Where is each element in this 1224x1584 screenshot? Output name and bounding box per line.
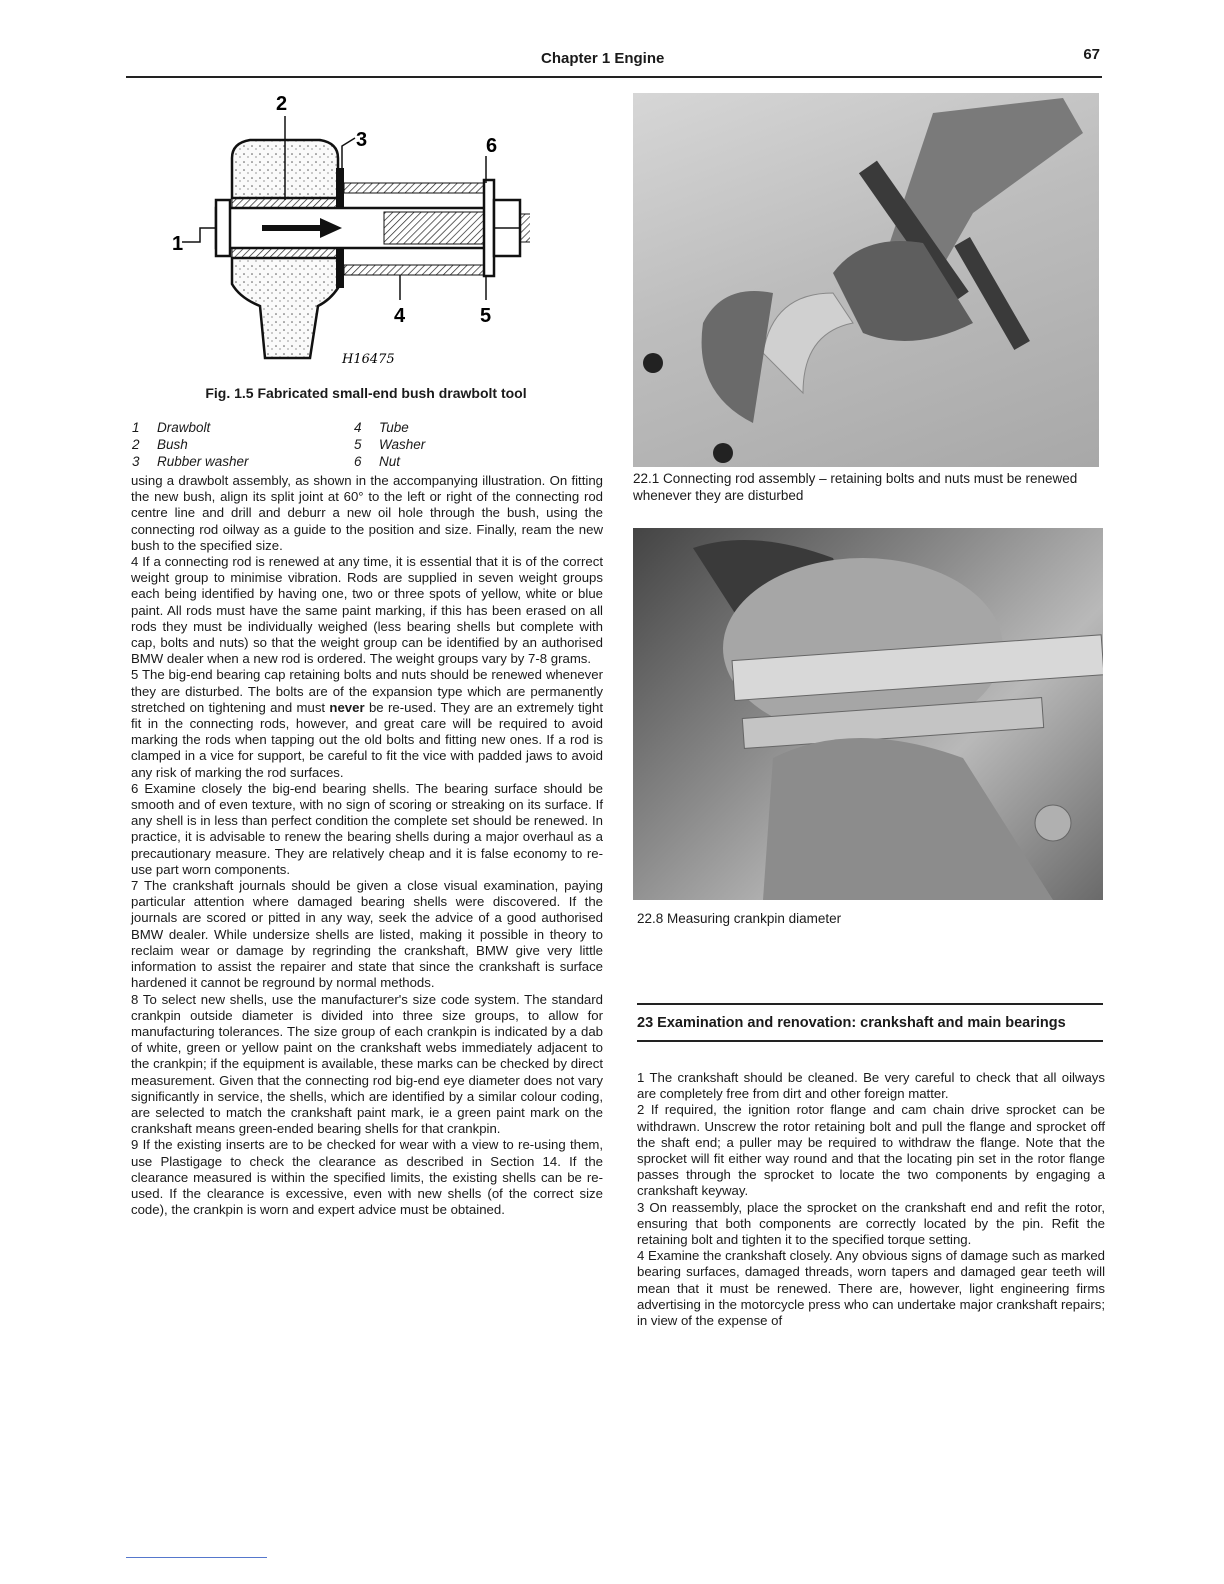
- page-number: 67: [1083, 46, 1100, 63]
- tube-upper: [344, 183, 484, 193]
- figure-caption: Fig. 1.5 Fabricated small-end bush drawbolt tool: [205, 385, 527, 401]
- section-paragraph-1: 1 The crankshaft should be cleaned. Be very careful to check that all oilways are completely free from dirt and other foreign matter.: [637, 1070, 1105, 1102]
- callout-3: 3: [356, 129, 368, 151]
- callout-5: 5: [480, 305, 492, 327]
- callout-6: 6: [486, 135, 498, 157]
- emphasis-never: never: [329, 699, 365, 715]
- callout-1: 1: [172, 233, 184, 255]
- legend-rubber-washer: Rubber washer: [157, 454, 249, 469]
- legend-nut: Nut: [379, 454, 401, 469]
- legend-tube: Tube: [379, 420, 409, 435]
- section-23-heading: 23 Examination and renovation: crankshaft and main bearings: [637, 1003, 1103, 1042]
- drawbolt-thread: [384, 212, 484, 244]
- right-column-text: [637, 1070, 1105, 1329]
- left-column-text: [131, 473, 603, 1218]
- section-paragraph-2: 2 If required, the ignition rotor flange and cam chain drive sprocket can be withdrawn. Unscrew the rotor retaining bolt and pull the flange and sprocket off the shaft end; a puller may be required to withdraw the flange. Note that the sprocket will fit either way round and that the locating pin set in the rotor flange passes through the sprocket to locate the two components by engaging a crankshaft keyway.: [637, 1102, 1105, 1199]
- legend-washer: Washer: [379, 437, 426, 452]
- paragraph-7: 7 The crankshaft journals should be given a close visual examination, paying particular attention where damaged bearing shells were discovered. If the journals are scored or pitted in any way, seek the advice of a good authorised BMW dealer. While undersize shells are listed, making it possible in theory to reclaim wear or damage by regrinding the crankshaft, BMW give very little information to assist the repairer and state that since the crankshaft is surface hardened it cannot be reground by normal methods.: [131, 878, 603, 991]
- section-paragraph-3: 3 On reassembly, place the sprocket on the crankshaft end and refit the rotor, ensuring that both components are correctly located by the pin. Refit the retaining bolt and tighten it to the specified torque setting.: [637, 1199, 1105, 1248]
- paragraph-9: 9 If the existing inserts are to be checked for wear with a view to re-using them, use Plastigage to check the clearance as described in Section 14. If the clearance measured is within the specified limits, the existing shells can be re-used. If the clearance is excessive, even with new shells (of the correct size code), the crankpin is worn and expert advice must be obtained.: [131, 1137, 603, 1218]
- washer: [484, 180, 494, 276]
- page-header: [126, 48, 1102, 78]
- photo2-caption: 22.8 Measuring crankpin diameter: [637, 911, 842, 926]
- crankpin-measuring-photo: [633, 528, 1103, 900]
- paragraph-6: 6 Examine closely the big-end bearing shells. The bearing surface should be smooth and of even texture, with no sign of scoring or streaking on its surface. If any shell is in less than perfect condition the complete set should be renewed. In practice, it is advisable to renew the bearing shells during a major overhaul as a precautionary measure. They are relatively cheap and it is false economy to re-use part worn components.: [131, 780, 603, 877]
- connecting-rod-photo: [633, 93, 1099, 467]
- footnote-rule: [126, 1557, 267, 1558]
- drawbolt-head: [216, 200, 230, 256]
- callout-2: 2: [276, 93, 288, 115]
- photo1-caption: 22.1 Connecting rod assembly – retaining bolts and nuts must be renewed whenever they are disturbed: [633, 471, 1078, 503]
- rod-eye-lower: [232, 258, 338, 358]
- paragraph-5: 5 The big-end bearing cap retaining bolts and nuts should be renewed whenever they are disturbed. The bolts are of the expansion type which are permanently stretched on tightening and must never be re-used. They are an extremely tight fit in the connecting rods, however, and great care will be required to avoid marking the rods when tapping out the old bolts and fitting new ones. If a rod is clamped in a vice for support, be careful to fit the vice with padded jaws to avoid any risk of marking the rod surfaces.: [131, 667, 603, 780]
- paragraph: using a drawbolt assembly, as shown in the accompanying illustration. On fitting the new bush, align its split joint at 60° to the left or right of the connecting rod centre line and drill and deburr a new oil hole through the bush, using the connecting rod oilway as a guide to the position and size. Finally, ream the new bush to the specified size.: [131, 473, 603, 553]
- figure-ref-code: H16475: [342, 352, 395, 367]
- section-paragraph-4: 4 Examine the crankshaft closely. Any obvious signs of damage such as marked bearing surfaces, damaged threads, worn tapers and damaged gear teeth will mean that it must be renewed. There are, however, light engineering firms advertising in the motorcycle press who can undertake major crankshaft repairs; in view of the expense of: [637, 1248, 1105, 1329]
- figure-legend: 1 Drawbolt 4 Tube 2 Bush 5 Washer 3 Rubber washer 6 Nut: [132, 420, 426, 469]
- tube-lower: [344, 265, 484, 275]
- legend-bush: Bush: [157, 437, 188, 452]
- paragraph-8: 8 To select new shells, use the manufacturer's size code system. The standard crankpin outside diameter is divided into three size groups, to allow for manufacturing tolerances. The size group of each crankpin is indicated by a dab of white, green or yellow paint on the crankshaft webs immediately adjacent to the crankpin; if the equipment is available, these marks can be checked by direct measurement. Given that the connecting rod big-end eye diameter does not vary significantly in service, the shells, which are identified by a similar colour coding, are selected to match the crankshaft paint mark, ie a green paint mark on the crankshaft means green-ended bearing shells for that crankpin.: [131, 991, 603, 1137]
- legend-drawbolt: Drawbolt: [157, 420, 211, 435]
- paragraph-4: 4 If a connecting rod is renewed at any time, it is essential that it is of the correct weight group to minimise vibration. Rods are supplied in seven weight groups each being identified by having one, two or three spots of yellow, white or blue paint. All rods must have the same paint marking, if this has been erased on all rods they must be individually weighed (less bearing shells but complete with cap, bolts and nuts) so that the weight group can be identified by an authorised BMW dealer when a new rod is ordered. The weight groups vary by 7-8 grams.: [131, 554, 603, 667]
- bush-lower: [232, 248, 338, 258]
- chapter-title: Chapter 1 Engine: [541, 50, 665, 67]
- callout-4: 4: [394, 305, 406, 327]
- drawbolt-tool-figure: [170, 88, 530, 378]
